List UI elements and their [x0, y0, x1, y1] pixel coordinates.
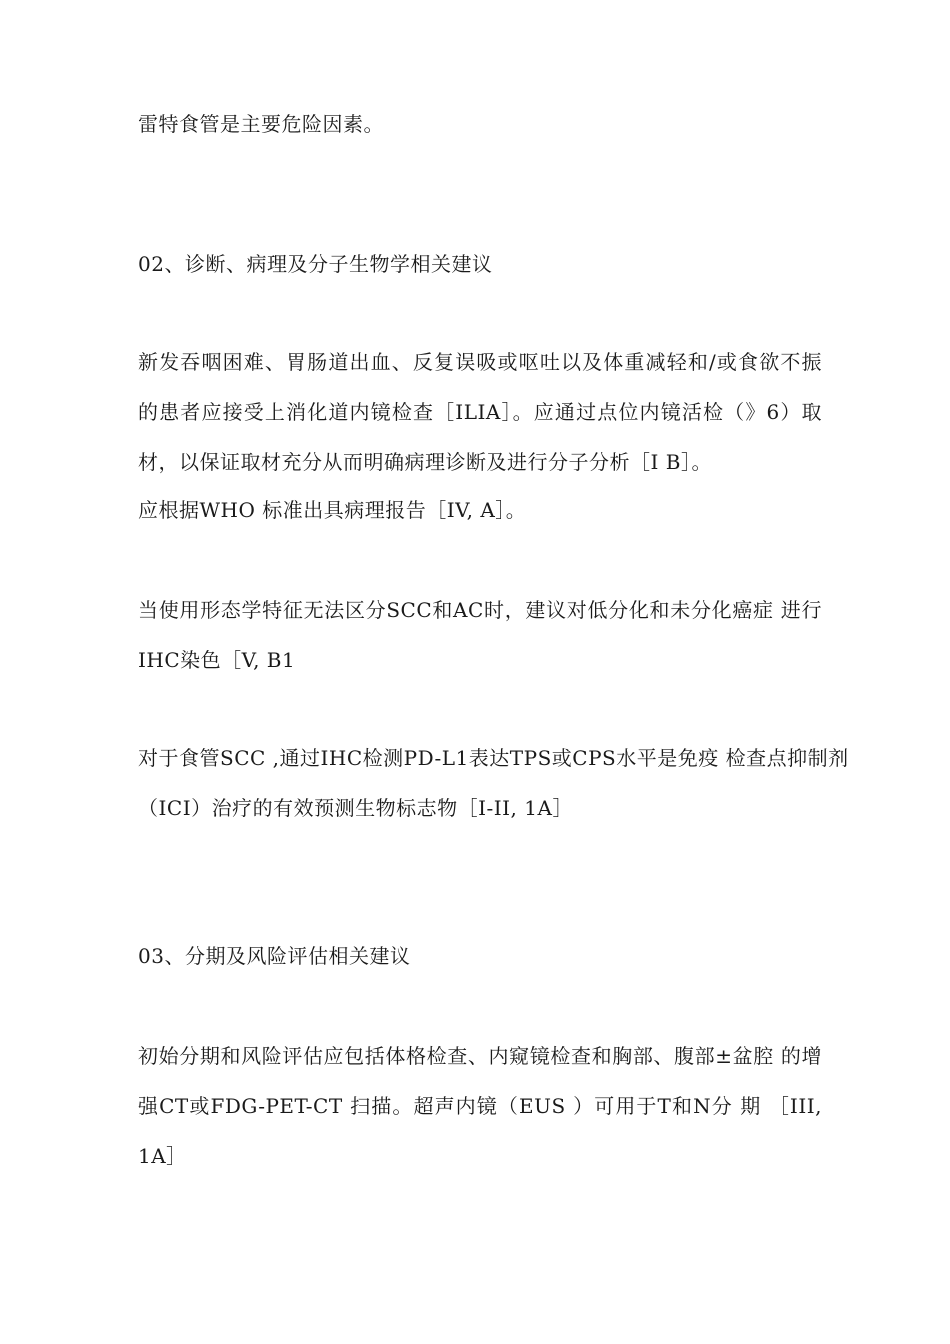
section-heading-02: 02、诊断、病理及分子生物学相关建议	[138, 252, 493, 276]
text-line: 强CT或FDG-PET-CT 扫描。超声内镜（EUS ）可用于T和N分 期 ［III,	[138, 1094, 822, 1118]
text-line: 当使用形态学特征无法区分SCC和AC时，建议对低分化和未分化癌症 进行	[138, 598, 822, 622]
text-line: 初始分期和风险评估应包括体格检查、内窥镜检查和胸部、腹部±盆腔 的增	[138, 1044, 822, 1068]
section-heading-03: 03、分期及风险评估相关建议	[138, 944, 411, 968]
text-line: 应根据WHO 标准出具病理报告［IV, A］。	[138, 498, 527, 522]
text-line: 材，以保证取材充分从而明确病理诊断及进行分子分析［I B］。	[138, 450, 712, 474]
text-line: （ICI）治疗的有效预测生物标志物［I-II, 1A］	[138, 796, 573, 820]
text-line: 的患者应接受上消化道内镜检查［ILIA］。应通过点位内镜活检（》6）取	[138, 400, 822, 424]
text-line: 对于食管SCC ,通过IHC检测PD-L1表达TPS或CPS水平是免疫 检查点抑制剂	[138, 746, 849, 770]
text-line: IHC染色［V, B1	[138, 648, 296, 672]
text-line: 雷特食管是主要危险因素。	[138, 112, 384, 136]
text-line: 1A］	[138, 1144, 187, 1168]
text-line: 新发吞咽困难、胃肠道出血、反复误吸或呕吐以及体重减轻和/或食欲不振	[138, 350, 822, 374]
